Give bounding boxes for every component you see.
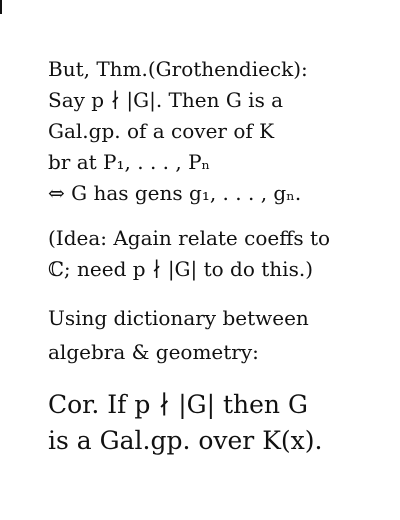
theorem-block (48, 54, 388, 209)
corollary-line-1: Cor. If p ∤ |G| then G (48, 390, 308, 419)
dictionary-block (48, 301, 388, 369)
idea-line-1: (Idea: Again relate coeffs to (48, 226, 331, 250)
page-corner-mark (0, 0, 2, 14)
dictionary-line-2: algebra & geometry: (48, 340, 259, 364)
lecture-notes-content (48, 54, 388, 459)
theorem-line-4: br at P₁, . . . , Pₙ (48, 150, 211, 174)
theorem-line-2: Say p ∤ |G|. Then G is a (48, 88, 284, 112)
idea-block (48, 223, 388, 285)
theorem-line-1: But, Thm.(Grothendieck): (48, 57, 308, 81)
idea-line-2: ℂ; need p ∤ |G| to do this.) (48, 257, 313, 281)
corollary-block (48, 387, 388, 459)
corollary-line-2: is a Gal.gp. over K(x). (48, 426, 323, 455)
theorem-line-3: Gal.gp. of a cover of K (48, 119, 275, 143)
theorem-line-5: ⇔ G has gens g₁, . . . , gₙ. (48, 181, 302, 205)
dictionary-line-1: Using dictionary between (48, 306, 309, 330)
